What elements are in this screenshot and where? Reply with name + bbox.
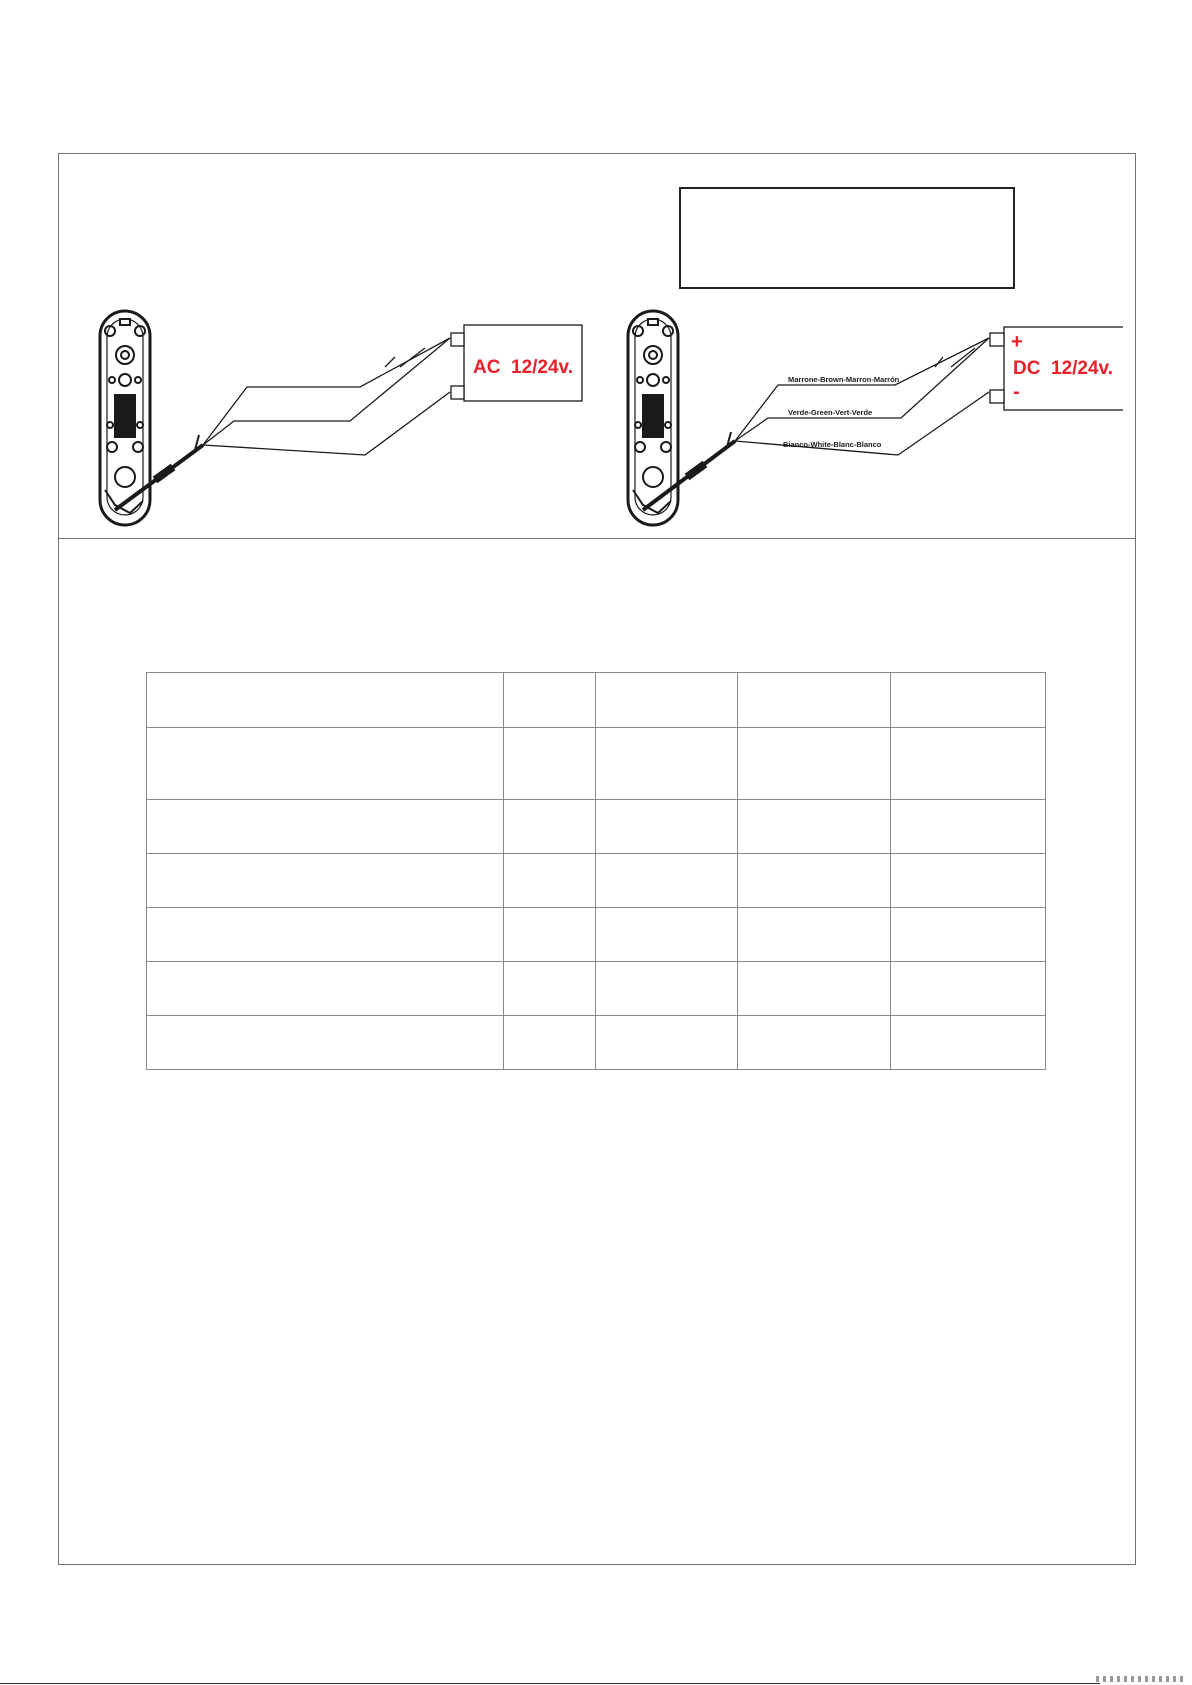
table-cell bbox=[891, 800, 1046, 854]
table-cell bbox=[738, 854, 891, 908]
table-cell bbox=[891, 962, 1046, 1016]
spec-table bbox=[146, 672, 1046, 1070]
table-row bbox=[147, 800, 1046, 854]
table-cell bbox=[738, 908, 891, 962]
table-cell bbox=[738, 1016, 891, 1070]
cable-ac bbox=[115, 435, 203, 510]
cable-dc bbox=[643, 432, 735, 510]
table-cell bbox=[738, 673, 891, 728]
table-cell bbox=[147, 673, 504, 728]
table-cell bbox=[596, 908, 738, 962]
table-cell bbox=[147, 1016, 504, 1070]
dc-wire-label-brown: Marrone-Brown-Marron-Marrón bbox=[788, 375, 900, 384]
table-cell bbox=[504, 962, 596, 1016]
ac-supply-label: AC 12/24v. bbox=[473, 357, 573, 378]
table-cell bbox=[596, 1016, 738, 1070]
footer-rule bbox=[0, 1683, 1100, 1684]
table-cell bbox=[504, 728, 596, 800]
table-cell bbox=[504, 800, 596, 854]
dc-plus-sign: + bbox=[1011, 331, 1023, 353]
dc-wiring-diagram bbox=[623, 305, 1123, 535]
table-cell bbox=[504, 854, 596, 908]
table-cell bbox=[147, 854, 504, 908]
table-cell bbox=[504, 673, 596, 728]
table-cell bbox=[596, 854, 738, 908]
table-cell bbox=[596, 800, 738, 854]
table-cell bbox=[596, 962, 738, 1016]
table-header-row bbox=[147, 673, 1046, 728]
table-cell bbox=[504, 1016, 596, 1070]
table-cell bbox=[738, 962, 891, 1016]
table-row bbox=[147, 908, 1046, 962]
table-cell bbox=[738, 800, 891, 854]
wires-dc bbox=[735, 338, 989, 455]
table-cell bbox=[147, 800, 504, 854]
intercom-panel-dc bbox=[628, 311, 678, 525]
footer-mark bbox=[1096, 1676, 1186, 1682]
title-box bbox=[679, 187, 1015, 289]
table-cell bbox=[147, 908, 504, 962]
table-cell bbox=[891, 673, 1046, 728]
intercom-panel-ac bbox=[100, 311, 150, 525]
table-cell bbox=[891, 1016, 1046, 1070]
table-cell bbox=[147, 728, 504, 800]
dc-supply-label: DC 12/24v. bbox=[1013, 358, 1113, 379]
ac-wiring-diagram bbox=[95, 305, 595, 535]
table-cell bbox=[147, 962, 504, 1016]
dc-wire-label-green: Verde-Green-Vert-Verde bbox=[788, 408, 873, 417]
table-cell bbox=[891, 728, 1046, 800]
table-cell bbox=[891, 908, 1046, 962]
dc-minus-sign: - bbox=[1013, 381, 1020, 403]
table-cell bbox=[891, 854, 1046, 908]
table-cell bbox=[596, 728, 738, 800]
table-row bbox=[147, 1016, 1046, 1070]
section-divider bbox=[58, 538, 1136, 539]
table-row bbox=[147, 854, 1046, 908]
table-cell bbox=[596, 673, 738, 728]
table-row bbox=[147, 962, 1046, 1016]
wires-ac bbox=[203, 338, 450, 455]
table-cell bbox=[504, 908, 596, 962]
table-row bbox=[147, 728, 1046, 800]
table-cell bbox=[738, 728, 891, 800]
dc-wire-label-white: Bianco-White-Blanc-Blanco bbox=[783, 440, 882, 449]
